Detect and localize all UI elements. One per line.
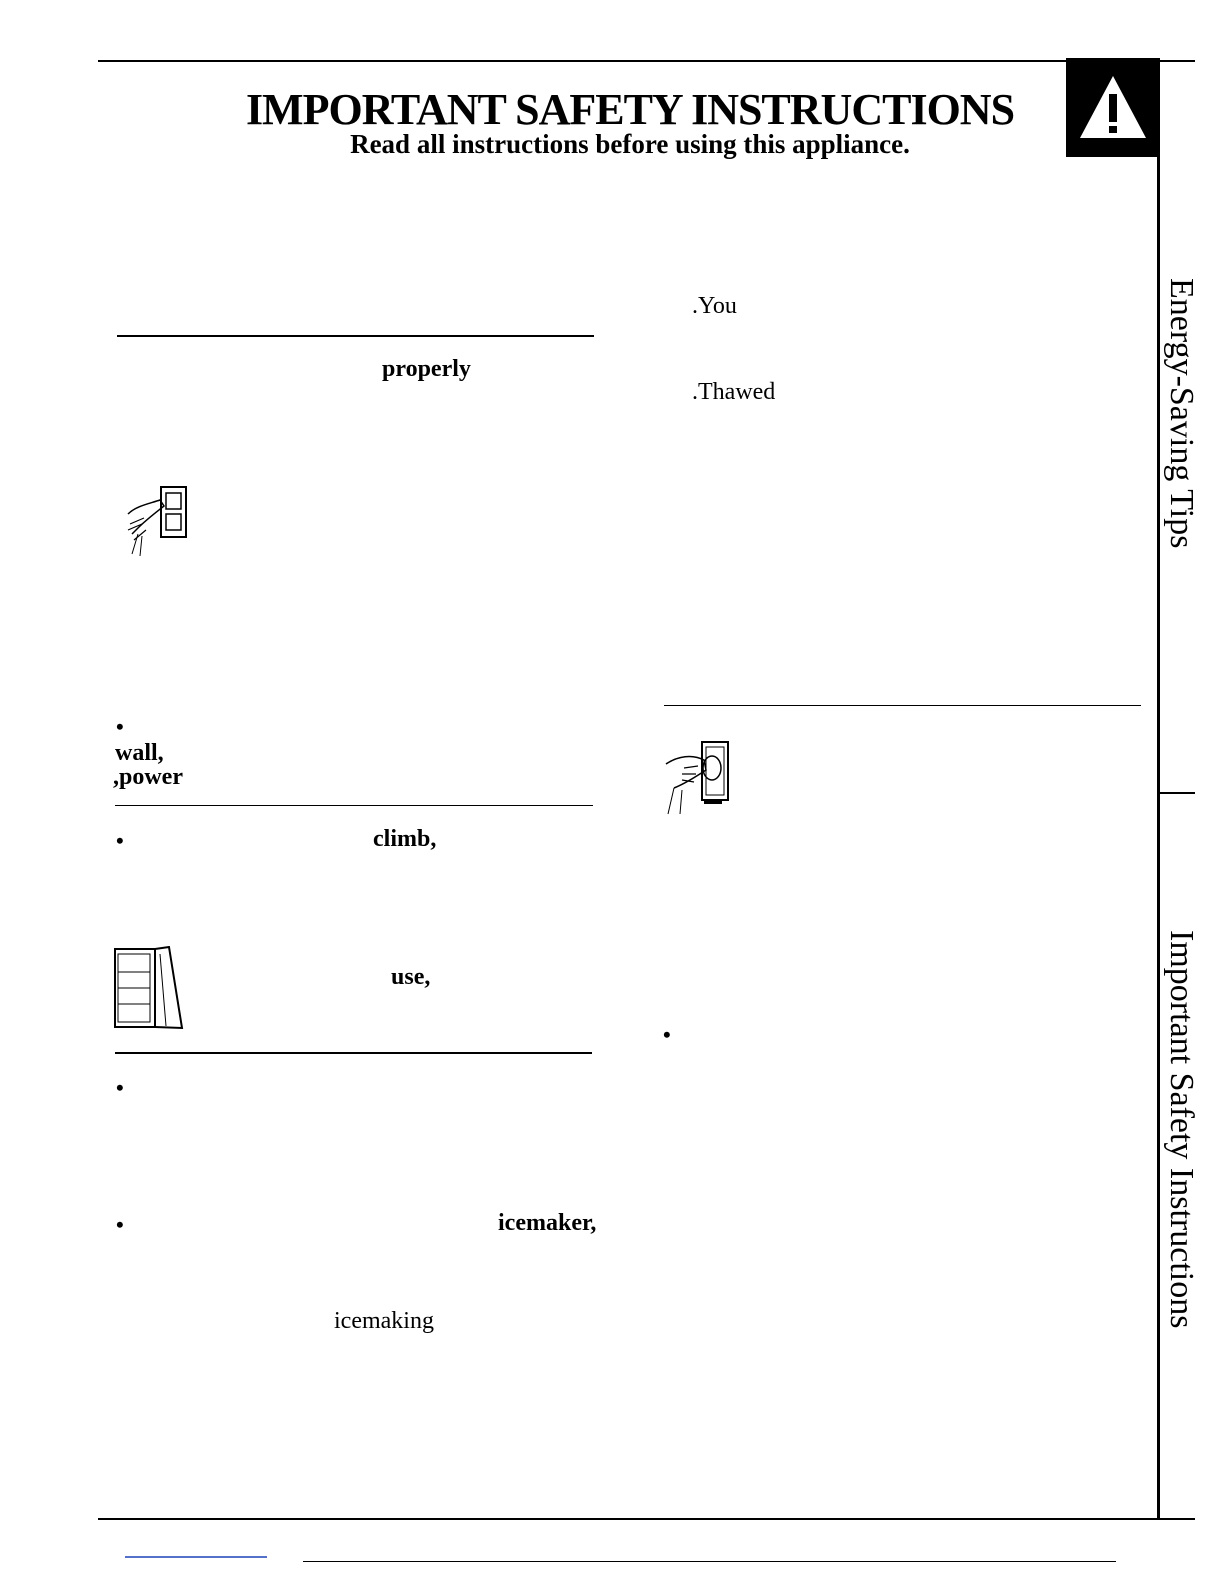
page-title: IMPORTANT SAFETY INSTRUCTIONS (245, 85, 1015, 134)
bullet-4: • (116, 1212, 124, 1237)
bullet-2: • (116, 828, 124, 853)
tab-separator (1160, 792, 1195, 794)
text-fragment-thawed: .Thawed (692, 379, 776, 405)
bullet-1: • (116, 714, 124, 739)
hand-unplug-outlet-icon (664, 738, 734, 816)
warning-box (1066, 58, 1160, 157)
section-rule (117, 335, 594, 337)
text-fragment-use: use, (391, 964, 431, 990)
text-fragment-you: .You (692, 293, 737, 319)
text-fragment-power: ,power (113, 764, 183, 790)
footer-rule (303, 1561, 1116, 1562)
section-rule (115, 805, 593, 806)
text-fragment-icemaker: icemaker, (498, 1210, 597, 1236)
warning-triangle-icon (1066, 58, 1160, 157)
text-fragment-icemaking: icemaking (334, 1308, 434, 1334)
bottom-rule (98, 1518, 1160, 1520)
section-rule (664, 705, 1141, 706)
footer-link-underline (125, 1556, 267, 1558)
text-fragment-properly: properly (382, 356, 471, 382)
open-freezer-icon (114, 946, 186, 1034)
tab-separator-bottom (1160, 1518, 1195, 1520)
tab-divider (1157, 58, 1160, 1520)
section-rule (115, 1052, 592, 1054)
tab-important-safety-instructions[interactable]: Important Safety Instructions (1163, 930, 1200, 1329)
bullet-3: • (116, 1075, 124, 1100)
hand-plug-outlet-icon (124, 484, 190, 556)
top-rule (98, 60, 1195, 62)
text-fragment-climb: climb, (373, 826, 437, 852)
bullet-5: • (663, 1022, 671, 1047)
text-fragment-wall: wall, (115, 740, 164, 766)
tab-energy-saving-tips[interactable]: Energy-Saving Tips (1163, 278, 1200, 549)
page-subtitle: Read all instructions before using this appliance. (350, 129, 910, 159)
